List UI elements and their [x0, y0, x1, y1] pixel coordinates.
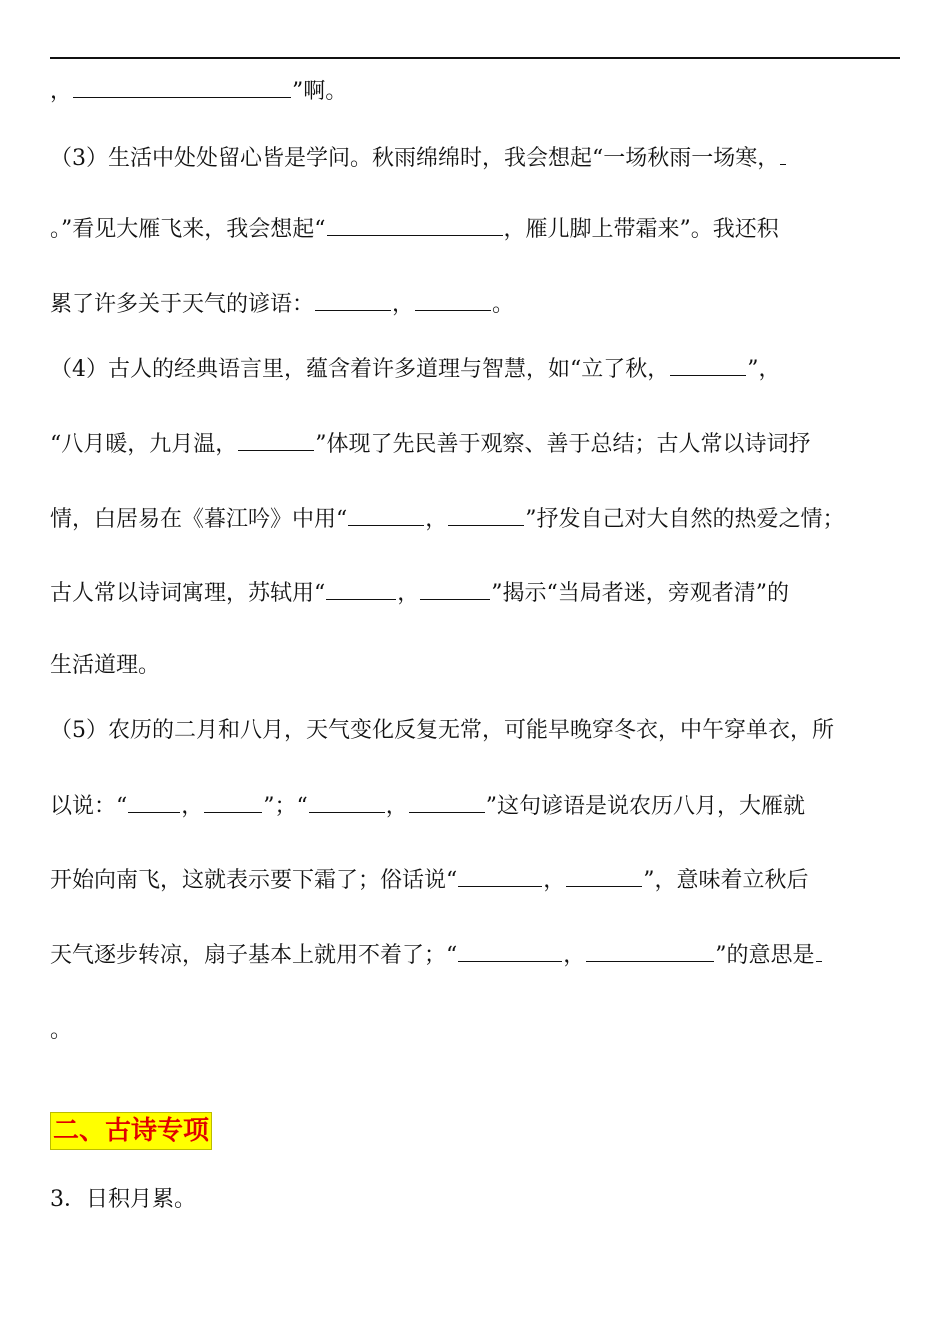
text-fragment: （3）生活中处处留心皆是学问。秋雨绵绵时，我会想起“一场秋雨一场寒，: [50, 146, 780, 171]
text-fragment: 开始向南飞，这就表示要下霜了；俗话说“: [50, 868, 458, 893]
text-fragment: 3．日积月累。: [50, 1187, 196, 1212]
text-fragment: ，: [543, 868, 566, 893]
answer-blank[interactable]: [327, 213, 503, 236]
q2-part4-line4: [50, 577, 789, 609]
q2-part5-line1: [50, 716, 834, 746]
text-fragment: ，: [385, 794, 408, 819]
text-fragment: ”这句谚语是说农历八月，大雁就: [485, 794, 806, 819]
q2-part5-line4: [50, 939, 823, 971]
text-fragment: ”啊。: [292, 79, 348, 104]
text-fragment: ，雁儿脚上带霜来”。我还积: [503, 217, 779, 242]
text-fragment: ”体现了先民善于观察、善于总结；古人常以诗词抒: [315, 432, 811, 457]
answer-blank[interactable]: [238, 428, 314, 451]
text-fragment: 天气逐步转凉，扇子基本上就用不着了；“: [50, 943, 458, 968]
q2-part4-line5: [50, 651, 160, 681]
answer-blank[interactable]: [458, 864, 542, 887]
text-fragment: （4）古人的经典语言里，蕴含着许多道理与智慧，如“立了秋，: [50, 357, 670, 382]
text-fragment: ”揭示“当局者迷，旁观者清”的: [491, 581, 790, 606]
answer-blank[interactable]: [448, 503, 524, 526]
answer-blank[interactable]: [816, 939, 822, 962]
answer-blank[interactable]: [409, 790, 485, 813]
answer-blank[interactable]: [780, 142, 786, 165]
text-fragment: ”，: [747, 357, 781, 382]
answer-blank[interactable]: [420, 577, 490, 600]
text-fragment: ，: [181, 794, 204, 819]
text-fragment: （5）农历的二月和八月，天气变化反复无常，可能早晚穿冬衣，中午穿单衣，所: [50, 718, 834, 743]
answer-blank[interactable]: [309, 790, 385, 813]
section-heading: 二、古诗专项: [50, 1112, 212, 1150]
text-fragment: ”抒发自己对大自然的热爱之情；: [525, 507, 845, 532]
q2-part5-line3: [50, 864, 809, 896]
text-fragment: 以说：“: [50, 794, 128, 819]
q2-part3-line3: [50, 288, 514, 320]
text-fragment: 累了许多关于天气的谚语：: [50, 292, 315, 317]
text-fragment: ，: [563, 943, 586, 968]
text-fragment: 古人常以诗词寓理，苏轼用“: [50, 581, 326, 606]
q2-part3-line1: [50, 142, 787, 174]
text-fragment: 情，白居易在《暮江吟》中用“: [50, 507, 348, 532]
text-fragment: 生活道理。: [50, 653, 161, 678]
q2-part4-line1: [50, 353, 781, 385]
text-fragment: ，: [397, 581, 420, 606]
answer-blank[interactable]: [670, 353, 746, 376]
answer-blank[interactable]: [315, 288, 391, 311]
answer-blank[interactable]: [348, 503, 424, 526]
q2-part5-line5: [50, 1016, 72, 1046]
q2-part4-line2: [50, 428, 811, 460]
answer-blank[interactable]: [128, 790, 180, 813]
answer-blank[interactable]: [566, 864, 642, 887]
text-fragment: 。”看见大雁飞来，我会想起“: [50, 217, 326, 242]
text-fragment: ”的意思是: [715, 943, 815, 968]
q2-part4-line3: [50, 503, 845, 535]
q2-part2-tail-line: [50, 75, 347, 107]
answer-blank[interactable]: [73, 75, 291, 98]
answer-blank[interactable]: [458, 939, 562, 962]
text-fragment: ”，意味着立秋后: [643, 868, 809, 893]
answer-blank[interactable]: [204, 790, 262, 813]
text-fragment: ，: [425, 507, 448, 532]
answer-blank[interactable]: [326, 577, 396, 600]
text-fragment: 。: [50, 1018, 73, 1043]
top-rule: [50, 57, 900, 59]
text-fragment: ，: [392, 292, 415, 317]
text-fragment: “八月暖，九月温，: [50, 432, 238, 457]
text-fragment: ，: [50, 79, 73, 104]
text-fragment: ”；“: [263, 794, 308, 819]
q2-part3-line2: [50, 213, 779, 245]
answer-blank[interactable]: [586, 939, 714, 962]
text-fragment: 。: [492, 292, 515, 317]
q2-part5-line2: [50, 790, 805, 822]
answer-blank[interactable]: [415, 288, 491, 311]
q3-label: [50, 1185, 196, 1215]
